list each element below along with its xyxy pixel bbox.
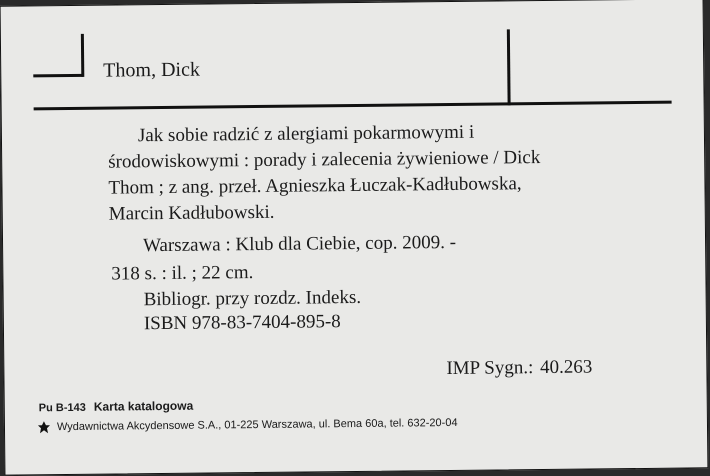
bibliography-note: Bibliogr. przy rozdz. Indeks.	[143, 286, 362, 311]
form-name: Karta katalogowa	[93, 398, 194, 414]
form-code: Pu B-143	[38, 401, 86, 415]
corner-mark-vertical	[81, 34, 84, 77]
title-line-4: Marcin Kadłubowski.	[108, 201, 275, 225]
title-line-2: środowiskowymi : porady i zalecenia żywieniowe / Dick	[108, 147, 541, 173]
vertical-rule	[507, 29, 511, 105]
publisher-info: Wydawnictwa Akcydensowe S.A., 01-225 Warszawa, ul. Bema 60a, tel. 632-20-04	[56, 416, 458, 434]
corner-mark-horizontal	[33, 74, 83, 78]
isbn: ISBN 978-83-7404-895-8	[143, 311, 341, 335]
publisher-logo-icon	[37, 420, 51, 434]
author-heading: Thom, Dick	[103, 58, 201, 82]
publication-statement: Warszawa : Klub dla Ciebie, cop. 2009. -	[142, 231, 457, 257]
call-number-value: 40.263	[539, 356, 593, 379]
title-line-3: Thom ; z ang. przeł. Agnieszka Łuczak-Kadłubowska,	[108, 173, 522, 199]
horizontal-rule	[34, 101, 672, 111]
form-footer-title	[39, 399, 194, 415]
title-line-1: Jak sobie radzić z alergiami pokarmowymi i	[137, 121, 475, 147]
physical-description: 318 s. : il. ; 22 cm.	[111, 262, 254, 285]
call-number-label: IMP Sygn.:	[446, 357, 534, 380]
call-number	[444, 357, 592, 381]
